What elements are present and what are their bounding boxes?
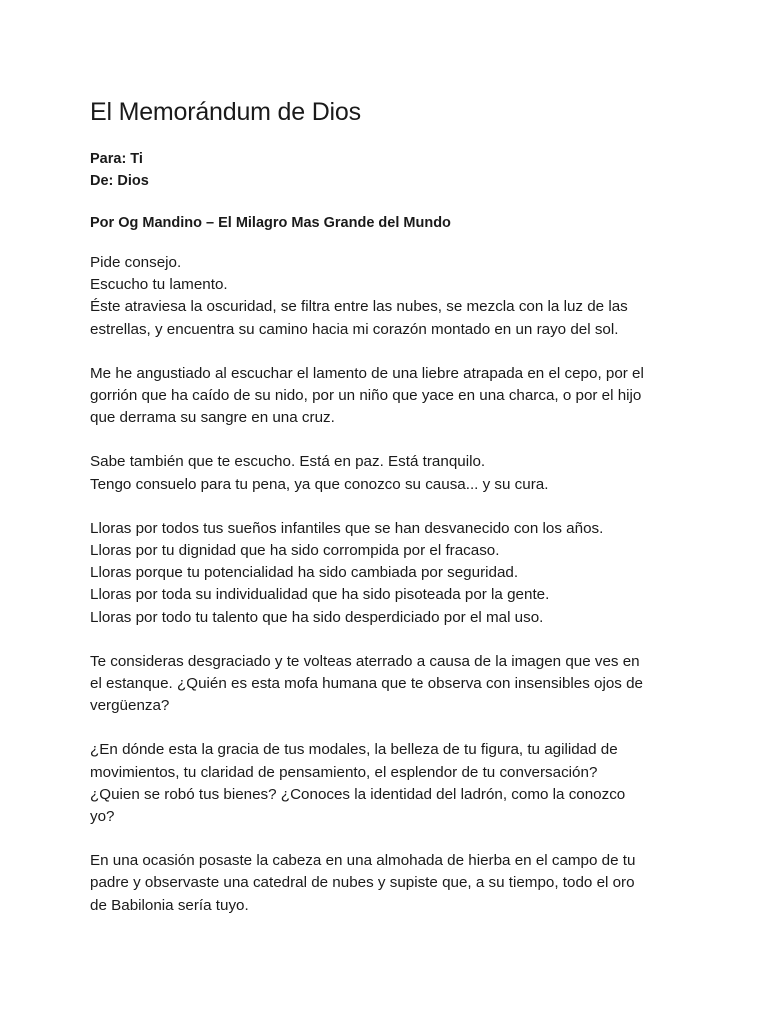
- paragraph-line: Lloras por todo tu talento que ha sido desperdiciado por el mal uso.: [90, 608, 544, 626]
- memo-to: Para: Ti: [90, 151, 143, 167]
- paragraph-line: Lloras por tu dignidad que ha sido corrompida por el fracaso.: [90, 542, 500, 560]
- byline: Por Og Mandino – El Milagro Mas Grande del Mundo: [90, 215, 451, 231]
- document-title: El Memorándum de Dios: [90, 98, 361, 126]
- paragraph: [90, 363, 698, 430]
- paragraph-line: gorrión que ha caído de su nido, por un niño que yace en una charca, o por el hijo: [90, 387, 642, 405]
- paragraph-line: movimientos, tu claridad de pensamiento, el esplendor de tu conversación?: [90, 763, 598, 781]
- paragraph: [90, 850, 698, 917]
- paragraph-line: de Babilonia sería tuyo.: [90, 896, 249, 914]
- paragraph-line: Sabe también que te escucho. Está en paz. Está tranquilo.: [90, 453, 486, 471]
- paragraph-line: Lloras por todos tus sueños infantiles que se han desvanecido con los años.: [90, 519, 604, 537]
- paragraph-line: que derrama su sangre en una cruz.: [90, 409, 335, 427]
- paragraph-line: yo?: [90, 808, 115, 826]
- paragraph-line: Me he angustiado al escuchar el lamento de una liebre atrapada en el cepo, por el: [90, 364, 644, 382]
- paragraph: [90, 451, 698, 495]
- paragraph-line: Éste atraviesa la oscuridad, se filtra entre las nubes, se mezcla con la luz de las: [90, 298, 628, 316]
- body-text: [90, 252, 698, 917]
- paragraph: [90, 739, 698, 828]
- paragraph-line: Lloras por toda su individualidad que ha sido pisoteada por la gente.: [90, 586, 550, 604]
- paragraph-line: vergüenza?: [90, 697, 170, 715]
- paragraph-line: Escucho tu lamento.: [90, 276, 228, 294]
- paragraph: [90, 252, 698, 341]
- paragraph-line: Lloras porque tu potencialidad ha sido cambiada por seguridad.: [90, 564, 519, 582]
- paragraph-line: En una ocasión posaste la cabeza en una almohada de hierba en el campo de tu: [90, 852, 636, 870]
- paragraph-line: padre y observaste una catedral de nubes y supiste que, a su tiempo, todo el oro: [90, 874, 635, 892]
- paragraph-line: Te consideras desgraciado y te volteas aterrado a causa de la imagen que ves en: [90, 652, 640, 670]
- paragraph: [90, 651, 698, 718]
- paragraph: [90, 518, 698, 629]
- paragraph-line: estrellas, y encuentra su camino hacia mi corazón montado en un rayo del sol.: [90, 320, 619, 338]
- memo-from: De: Dios: [90, 173, 149, 189]
- memo-header: [90, 148, 698, 192]
- paragraph-line: ¿En dónde esta la gracia de tus modales, la belleza de tu figura, tu agilidad de: [90, 741, 618, 759]
- paragraph-line: Pide consejo.: [90, 254, 182, 271]
- paragraph-line: ¿Quien se robó tus bienes? ¿Conoces la identidad del ladrón, como la conozco: [90, 785, 626, 803]
- paragraph-line: el estanque. ¿Quién es esta mofa humana que te observa con insensibles ojos de: [90, 675, 644, 693]
- paragraph-line: Tengo consuelo para tu pena, ya que conozco su causa... y su cura.: [90, 475, 549, 493]
